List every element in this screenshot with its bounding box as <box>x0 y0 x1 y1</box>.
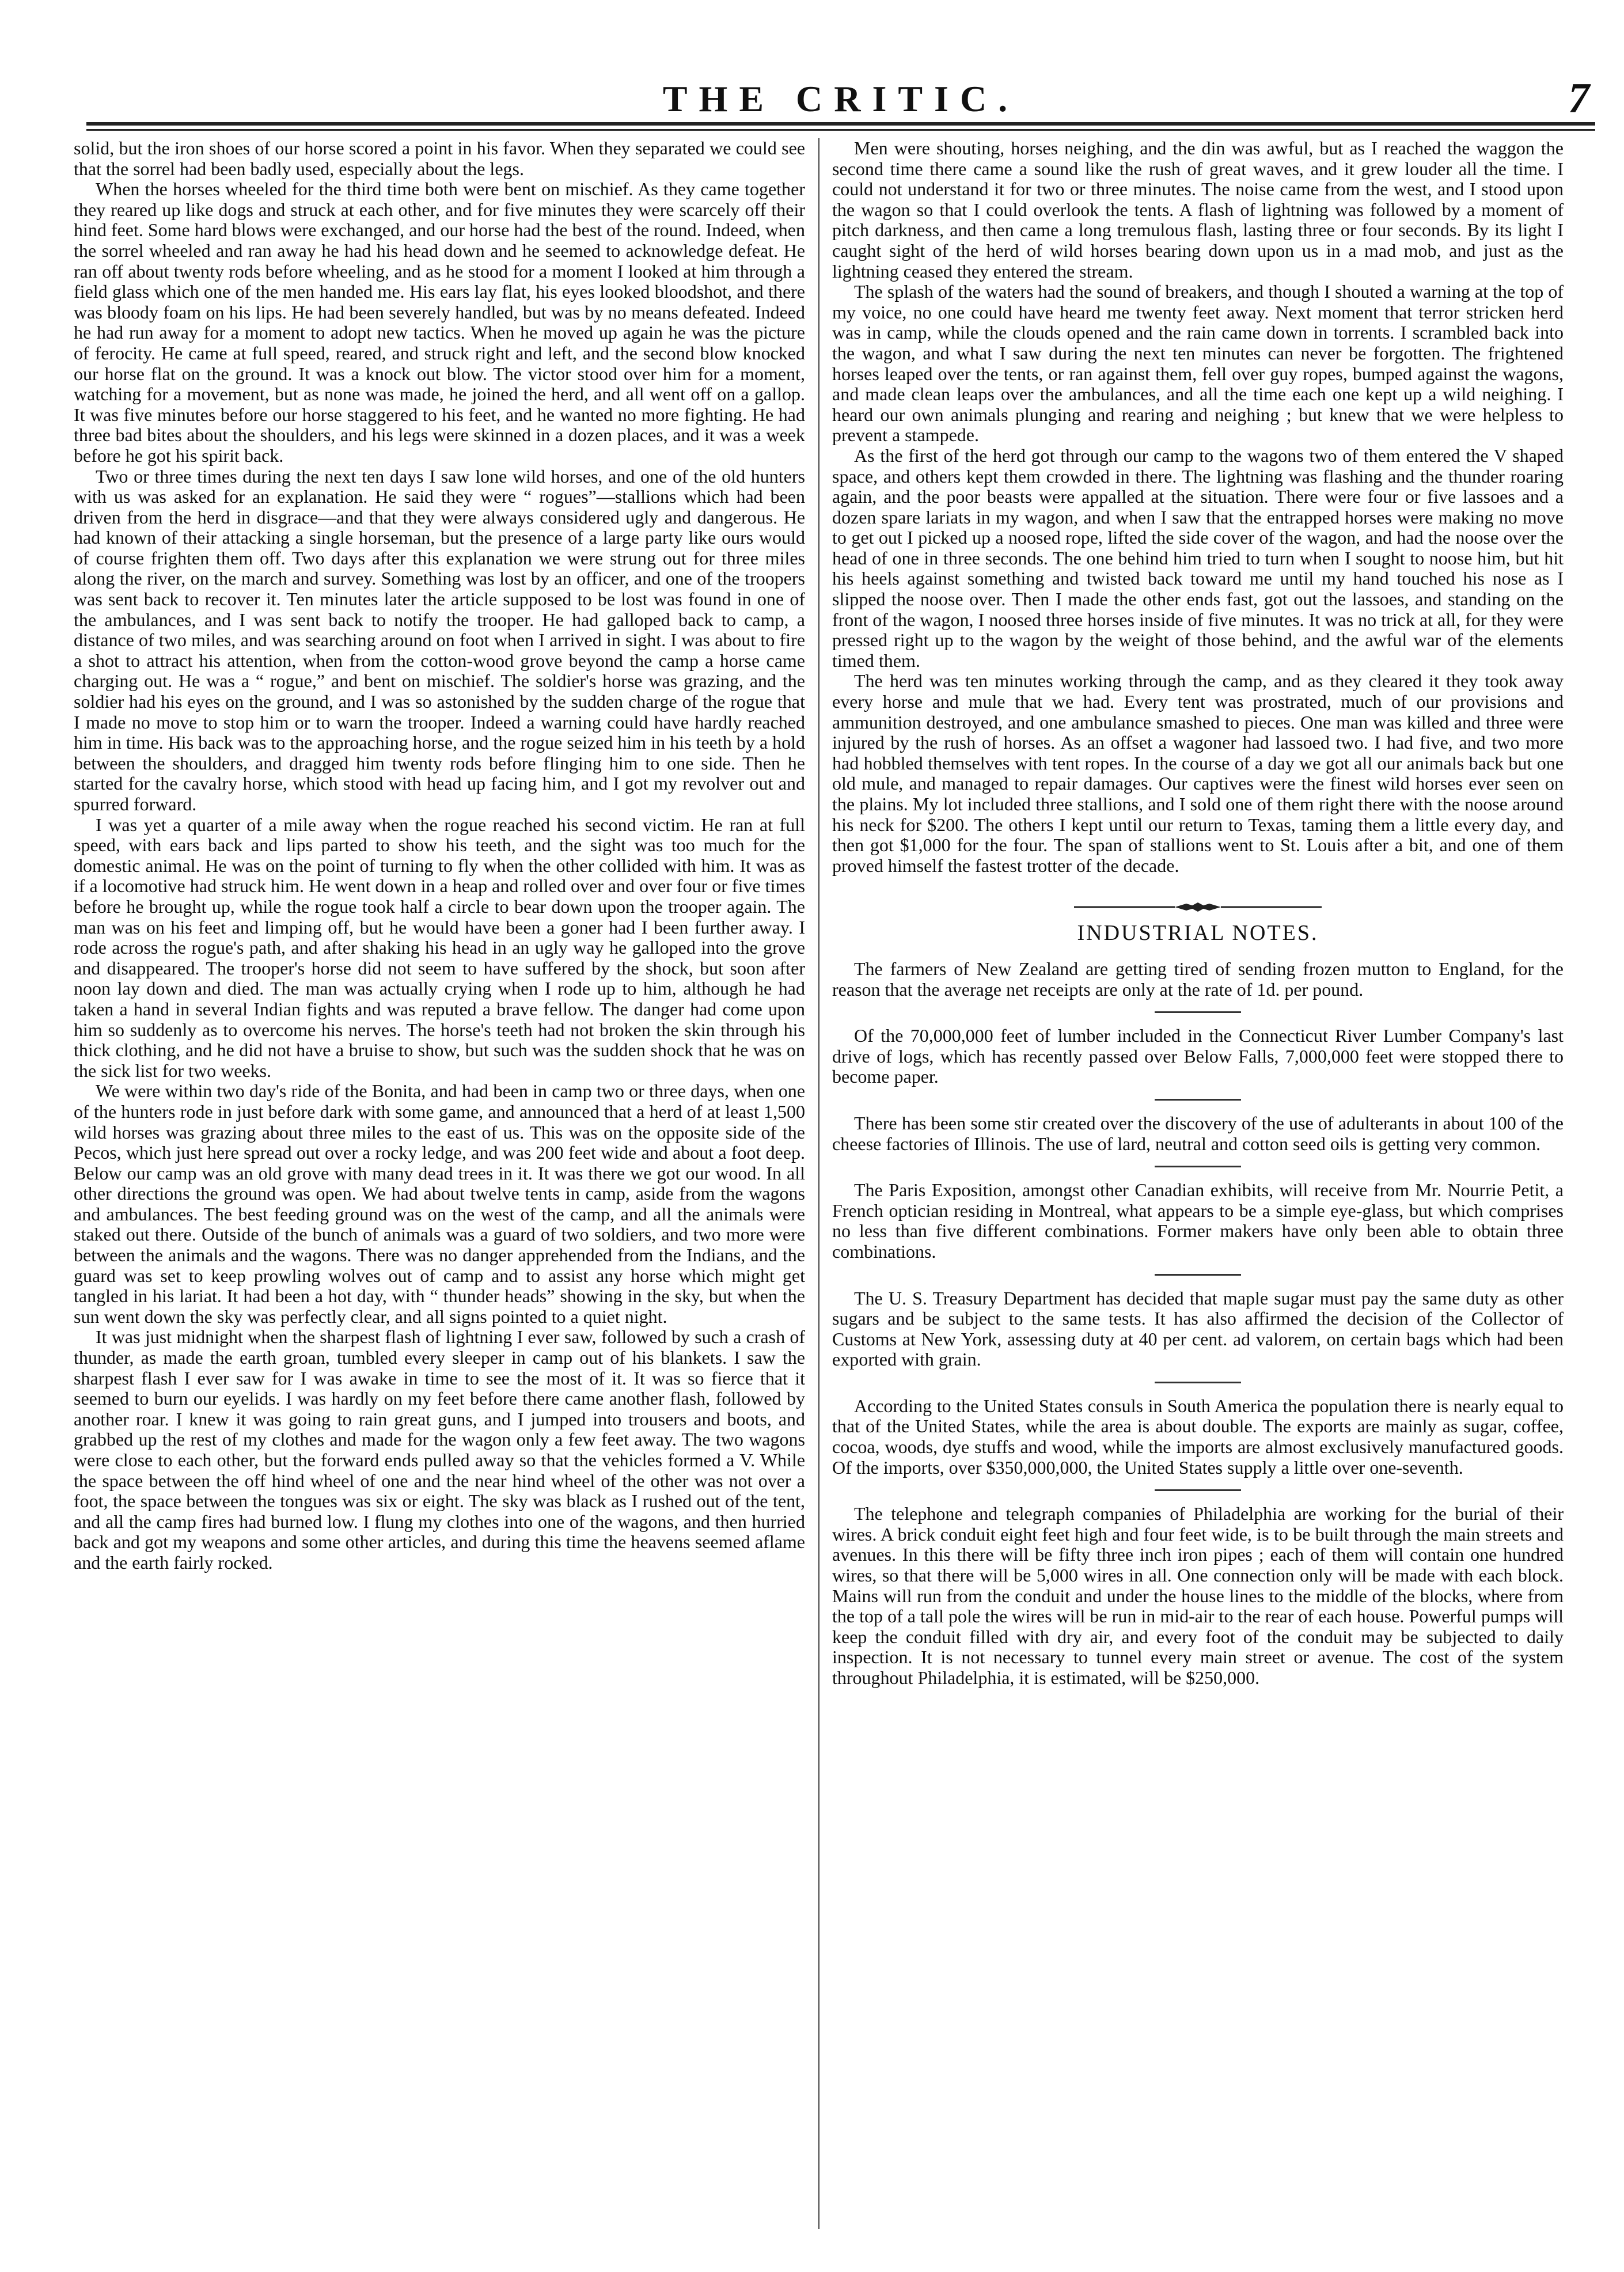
story-paragraph: It was just midnight when the sharpest flash of lightning I ever saw, followed by such a crash of thunder, as made the earth groan, tumbled every sleeper in camp out of his blankets. I saw the sharpest flash I ever saw for I was awake in time to see the most of it. It was so fierce that it seemed to burn our eyelids. I was hardly on my feet before there came another flash, followed by another roar. I knew it was going to rain great guns, and I jumped into trousers and boots, and grabbed up the rest of my clothes and made for the wagon only a few feet away. The two wagons were close to each other, but the forward ends pulled away so that the vehicles formed a V. While the space between the off hind wheel of one and the near hind wheel of the other was not over a foot, the space between the tongues was six or eight. The sky was black as I rushed out of the tent, and all the camp fires had burned low. I flung my clothes into one of the wagons, and then hurried back and got my weapons and some other articles, and during this time the heavens seemed aflame and the earth fairly rocked. <box>74 1326 805 1573</box>
story-column-left <box>74 138 805 1573</box>
industrial-note: There has been some stir created over the discovery of the use of adulterants in about 100 of the cheese factories of Illinois. The use of lard, neutral and cotton seed oils is getting very common. <box>832 1112 1564 1154</box>
masthead-rule-thick <box>86 122 1595 126</box>
note-separator <box>1155 1274 1241 1276</box>
section-heading: INDUSTRIAL NOTES. <box>1077 921 1319 946</box>
note-separator <box>1155 1382 1241 1383</box>
masthead-title: THE CRITIC. <box>662 78 1019 119</box>
story-paragraph: The herd was ten minutes working through the camp, and as they cleared it they took away every horse and mule that we had. Every tent was prostrated, much of our provisions and ammunition destroyed, and one ambulance smashed to pieces. One man was killed and three were injured by the rush of horses. As an offset a wagoner had lassoed two. I had five, and two more had hobbled themselves with tent ropes. In the course of a day we got all our animals back but one old mule, and managed to repair damages. Our captives were the finest wild horses ever seen on the plains. My lot included three stallions, and I sold one of them right there with the noose around his neck for $200. The others I kept until our return to Texas, taming them a little every day, and then got $1,000 for the four. The span of stallions went to St. Louis after a bit, and one of them proved himself the fastest trotter of the decade. <box>832 670 1564 876</box>
note-separator <box>1155 1166 1241 1167</box>
section-ornament <box>832 896 1564 919</box>
page-number: 7 <box>1568 75 1589 122</box>
industrial-note: According to the United States consuls in South America the population there is nearly equal to that of the United States, while the area is about double. The exports are mainly as sugar, coffee, cocoa, woods, dye stuffs and wood, while the imports are almost exclusively manufactured goods. Of the imports, over $350,000,000, the United States supply a little over one-seventh. <box>832 1395 1564 1478</box>
story-paragraph: Men were shouting, horses neighing, and the din was awful, but as I reached the waggon the second time there came a sound like the rush of great waves, and it grew louder all the time. I could not understand it for two or three minutes. The noise came from the west, and I stood upon the wagon so that I could overlook the tents. A flash of lightning was followed by a moment of pitch darkness, and then came a long tremulous flash, lasting three or four seconds. By its light I caught sight of the herd of wild horses bearing down upon us in a mad mob, and just as the lightning ceased they entered the stream. <box>832 138 1564 282</box>
industrial-note: The U. S. Treasury Department has decided that maple sugar must pay the same duty as other sugars and be subject to the same tests. It has also affirmed the decision of the Collector of Customs at New York, assessing duty at 40 per cent. ad valorem, on certain bags which had been exported with grain. <box>832 1287 1564 1370</box>
note-separator <box>1155 1011 1241 1013</box>
industrial-note: The Paris Exposition, amongst other Canadian exhibits, will receive from Mr. Nourrie Petit, a French optician residing in Montreal, what appears to be a simple eye-glass, but which comprises no less than five different combinations. Former makers have only been able to obtain three combinations. <box>832 1179 1564 1262</box>
note-separator <box>1155 1489 1241 1491</box>
column-divider <box>818 138 819 2229</box>
masthead-rule-thin <box>86 129 1595 131</box>
masthead <box>86 75 1595 122</box>
story-paragraph: As the first of the herd got through our camp to the wagons two of them entered the V shaped space, and others kept them crowded in there. The lightning was flashing and the thunder roaring again, and the poor beasts were appalled at the situation. There were four or five lassoes and a dozen spare lariats in my wagon, and when I saw that the entrapped horses were making no move to get out I picked up a noosed rope, lifted the side cover of the wagon, and had the noose over the head of one in three seconds. The one behind him tried to turn when I sought to noose him, but hit his heels against something and twisted back toward me until my hand touched his nose as I slipped the noose over. Then I made the other ends fast, got out the lassoes, and standing on the front of the wagon, I noosed three horses inside of five minutes. It was no trick at all, for they were pressed right up to the wagon by the weight of those behind, and the awful war of the elements timed them. <box>832 445 1564 671</box>
story-paragraph: I was yet a quarter of a mile away when the rogue reached his second victim. He ran at full speed, with ears back and lips parted to show his teeth, and the sight was too much for the domestic animal. He was on the point of turning to fly when the other collided with him. It was as if a locomotive had struck him. He went down in a heap and rolled over and over four or five times before he brought up, while the rogue took half a circle to bear down upon the trooper again. The man was on his feet and limping off, but he would have been a goner had I been further away. I rode across the rogue's path, and after shaking his head in an ugly way he galloped into the grove and disappeared. The trooper's horse did not seem to have suffered by the shock, but soon after noon lay down and died. The man was actually crying when I rode up to him, although he had taken a hand in several Indian fights and was reputed a brave fellow. The danger had come upon him so suddenly as to overcome his nerves. The horse's teeth had not broken the skin through his thick clothing, and he did not have a bruise to show, but such was the sudden shock that he was on the sick list for two weeks. <box>74 814 805 1081</box>
industrial-note: The farmers of New Zealand are getting tired of sending frozen mutton to England, for the reason that the average net receipts are only at the rate of 1d. per pound. <box>832 958 1564 1000</box>
story-column-right <box>832 138 1564 1699</box>
story-paragraph: When the horses wheeled for the third time both were bent on mischief. As they came together they reared up like dogs and struck at each other, and for five minutes they were scarcely off their hind feet. Some hard blows were exchanged, and our horse had the best of the round. Indeed, when the sorrel wheeled and ran away he had his head down and he seemed to acknowledge defeat. He ran off about twenty rods before wheeling, and as he stood for a moment I looked at him through a field glass which one of the men handed me. His ears lay flat, his eyes looked bloodshot, and there was bloody foam on his lips. He had been severely handled, but was by no means defeated. Indeed he had run away for a moment to adopt new tactics. When he moved up again he was the picture of ferocity. He came at full speed, reared, and struck right and left, and the second blow knocked our horse flat on the ground. It was a knock out blow. The victor stood over him for a moment, watching for a movement, but as none was made, he joined the herd, and all went off on a gallop. It was five minutes before our horse staggered to his feet, and he wanted no more fighting. He had three bad bites about the shoulders, and his legs were skinned in a dozen places, and it was a week before he got his spirit back. <box>74 179 805 466</box>
story-paragraph: solid, but the iron shoes of our horse scored a point in his favor. When they separated we could see that the sorrel had been badly used, especially about the legs. <box>74 138 805 179</box>
industrial-note: The telephone and telegraph companies of Philadelphia are working for the burial of their wires. A brick conduit eight feet high and four feet wide, is to be built through the main streets and avenues. In this there will be fifty three inch iron pipes ; each of them will contain one hundred wires, so that there will be 5,000 wires in all. One connection only will be made with each block. Mains will run from the conduit and under the house lines to the middle of the blocks, where from the top of a tall pole the wires will be run in mid-air to the rear of each house. Powerful pumps will keep the conduit filled with dry air, and every foot of the conduit may be subjected to daily inspection. It is not necessary to tunnel every main street or avenue. The cost of the system throughout Philadelphia, it is estimated, will be $250,000. <box>832 1503 1564 1688</box>
story-paragraph: The splash of the waters had the sound of breakers, and though I shouted a warning at the top of my voice, no one could have heard me twenty feet away. Next moment that terror stricken herd was in camp, while the clouds opened and the rain came down in torrents. I scrambled back into the wagon, and what I saw during the next ten minutes can never be forgotten. The frightened horses leaped over the tents, or ran against them, fell over guy ropes, bumped against the wagons, and made clean leaps over the ambulances, and all the time each one kept up a wild neighing. I heard our own animals plunging and rearing and neighing ; but knew that we were helpless to prevent a stampede. <box>832 281 1564 446</box>
story-paragraph: We were within two day's ride of the Bonita, and had been in camp two or three days, when one of the hunters rode in just before dark with some game, and announced that a herd of at least 1,500 wild horses was grazing about three miles to the east of us. This was on the opposite side of the Pecos, which just here spread out over a rocky ledge, and was 200 feet wide and about a foot deep. Below our camp was an old grove with many dead trees in it. It was there we got our wood. In all other directions the ground was open. We had about twelve tents in camp, aside from the wagons and ambulances. The best feeding ground was on the west of the camp, and all the animals were staked out there. Outside of the bunch of animals was a guard of two soldiers, and two more were between the animals and the wagons. There was no danger apprehended from the Indians, and the guard was set to keep prowling wolves out of camp and to assist any horse which might get tangled in his lariat. It had been a hot day, with “ thunder heads” showing in the sky, but when the sun went down the sky was perfectly clear, and all signs pointed to a quiet night. <box>74 1080 805 1327</box>
ornament-divider-icon <box>1074 901 1322 913</box>
story-paragraph: Two or three times during the next ten days I saw lone wild horses, and one of the old hunters with us was asked for an explanation. He said they were “ rogues”—stallions which had been driven from the herd in disgrace—and that they were always considered ugly and dangerous. He had known of their attacking a single horseman, but the presence of a large party like ours would of course frighten them off. Two days after this explanation we were strung out for three miles along the river, on the march and survey. Something was lost by an officer, and one of the troopers was sent back to recover it. Ten minutes later the article supposed to be lost was found in one of the ambulances, and I was sent back to notify the trooper. He had galloped back to camp, a distance of two miles, and was searching around on foot when I arrived in sight. I was about to fire a shot to attract his attention, when from the cotton-wood grove beyond the camp a horse came charging out. He was a “ rogue,” and bent on mischief. The soldier's horse was grazing, and the soldier had his eyes on the ground, and I was so astonished by the sudden charge of the rogue that I made no move to stop him or to warn the trooper. Indeed a warning could have hardly reached him in time. His back was to the approaching horse, and the rogue seized him in his teeth by a hold between the shoulders, and dragged him twenty rods before flinging him to one side. Then he started for the cavalry horse, which stood with head up facing him, and I got my revolver out and spurred forward. <box>74 465 805 814</box>
industrial-note: Of the 70,000,000 feet of lumber included in the Connecticut River Lumber Company's last drive of logs, which has recently passed over Below Falls, 7,000,000 feet were stopped there to become paper. <box>832 1025 1564 1087</box>
note-separator <box>1155 1099 1241 1101</box>
